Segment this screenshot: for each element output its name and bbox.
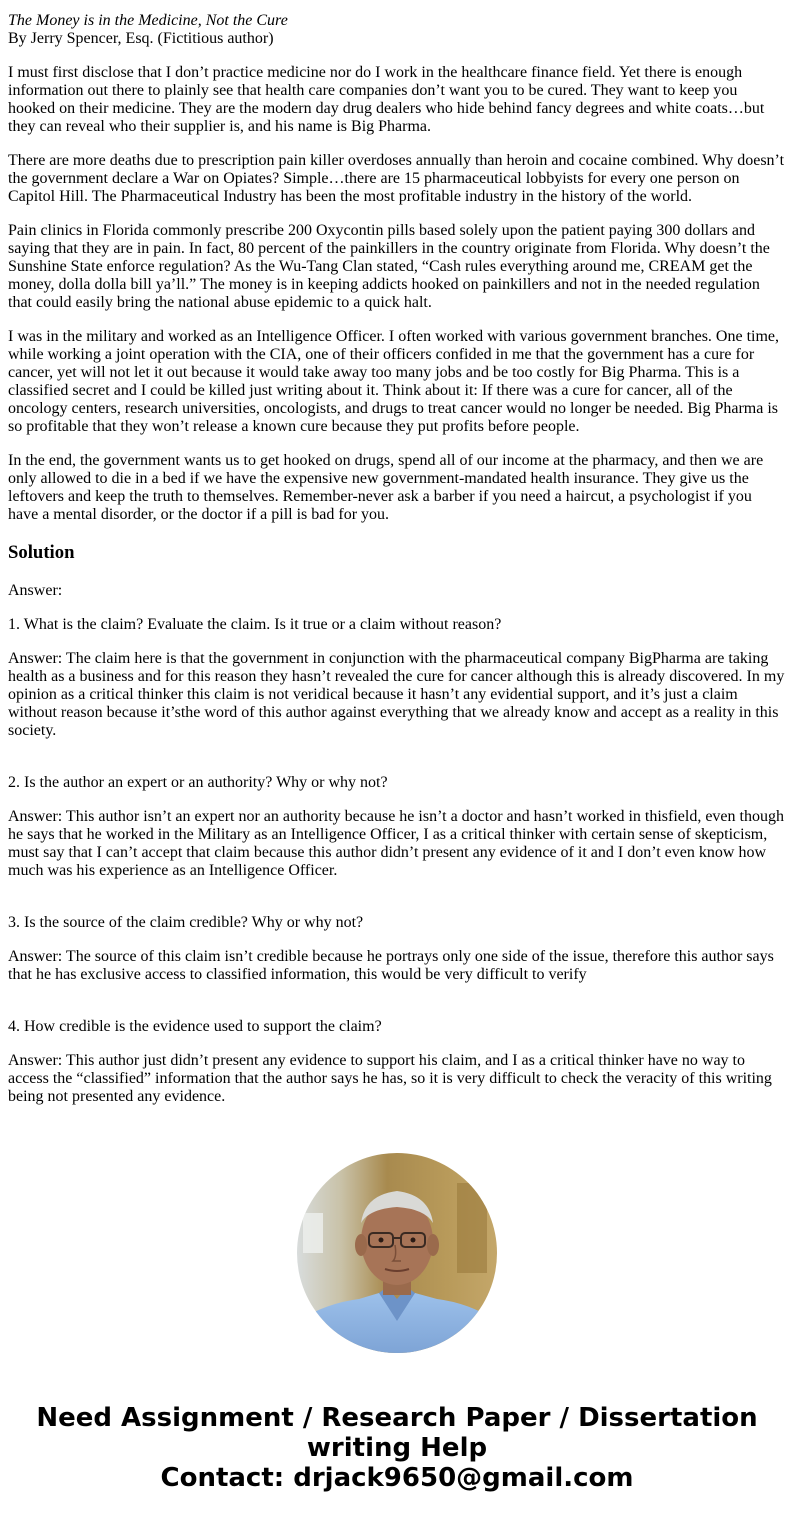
article-title: The Money is in the Medicine, Not the Cure [8,12,288,29]
answer-4: Answer: This author just didn’t present any evidence to support his claim, and I as a critical thinker have no way to access the “classified” information that the author says he has, so it is very difficult to check the veracity of this writing being not presented any evidence. [8,1052,772,1105]
promo-line-1: Need Assignment / Research Paper / Dissertation [36,1403,758,1433]
avatar [297,1153,497,1353]
answer-1: Answer: The claim here is that the government in conjunction with the pharmaceutical company BigPharma are taking health as a business and for this reason they hasn’t revealed the cure for cancer although this is already discovered. In my opinion as a critical thinker this claim is not veridical because it hasn’t any evidential support, and it’s just a claim without reason because it’sthe word of this author against everything that we already know and accept as a reality in this society. [8,650,785,739]
promo-contact: Contact: drjack9650@gmail.com [160,1463,634,1493]
article-paragraph-2: There are more deaths due to prescription pain killer overdoses annually than heroin and cocaine combined. Why doesn’t the government declare a War on Opiates? Simple…there are 15 pharmaceutical lobbyists for every one person on Capitol Hill. The Pharmaceutical Industry has been the most profitable industry in the history of the world. [8,152,785,205]
question-3: 3. Is the source of the claim credible? Why or why not? [8,914,364,931]
article-paragraph-1: I must first disclose that I don’t practice medicine nor do I work in the healthcare finance field. Yet there is enough information out there to plainly see that health care companies don’t want you to be cured. They want to keep you hooked on their medicine. They are the modern day drug dealers who hide behind fancy degrees and white coats…but they can reveal who their supplier is, and his name is Big Pharma. [8,64,765,135]
article-paragraph-3: Pain clinics in Florida commonly prescribe 200 Oxycontin pills based solely upon the patient paying 300 dollars and saying that they are in pain. In fact, 80 percent of the painkillers in the country originate from Florida. Why doesn’t the Sunshine State enforce regulation? As the Wu-Tang Clan stated, “Cash rules everything around me, CREAM get the money, dolla dolla bill ya’ll.” The money is in keeping addicts hooked on painkillers and not in the needed regulation that could easily bring the national abuse epidemic to a quick halt. [8,222,770,311]
question-4: 4. How credible is the evidence used to support the claim? [8,1018,382,1035]
question-1: 1. What is the claim? Evaluate the claim. Is it true or a claim without reason? [8,616,502,633]
avatar-portrait-icon [297,1153,497,1353]
document-body [8,12,786,1106]
answer-3: Answer: The source of this claim isn’t credible because he portrays only one side of the issue, therefore this author says that he has exclusive access to classified information, this would be very difficult to verify [8,948,774,983]
answer-label: Answer: [8,582,63,599]
solution-heading: Solution [8,542,75,563]
promo-banner [0,1403,794,1493]
promo-line-2: writing Help [306,1433,488,1463]
article-paragraph-5: In the end, the government wants us to get hooked on drugs, spend all of our income at the pharmacy, and then we are only allowed to die in a bed if we have the expensive new government-mandated health insurance. They give us the leftovers and keep the truth to themselves. Remember-never ask a barber if you need a haircut, a psychologist if you have a mental disorder, or the doctor if a pill is bad for you. [8,452,764,523]
article-paragraph-4: I was in the military and worked as an Intelligence Officer. I often worked with various government branches. One time, while working a joint operation with the CIA, one of their officers confided in me that the government has a cure for cancer, yet will not let it out because it would take away too many jobs and be too costly for Big Pharma. This is a classified secret and I could be killed just writing about it. Think about it: If there was a cure for cancer, all of the oncology centers, research universities, oncologists, and drugs to treat cancer would no longer be needed. Big Pharma is so profitable that they won’t release a known cure because they put profits before people. [8,328,780,435]
article-byline: By Jerry Spencer, Esq. (Fictitious author) [8,30,274,47]
question-2: 2. Is the author an expert or an authority? Why or why not? [8,774,388,791]
answer-2: Answer: This author isn’t an expert nor an authority because he isn’t a doctor and hasn’t worked in thisfield, even though he says that he worked in the Military as an Intelligence Officer, I as a critical thinker with certain sense of skepticism, must say that I can’t accept that claim because this author didn’t present any evidence of it and I don’t even know how much was his experience as an Intelligence Officer. [8,808,784,879]
